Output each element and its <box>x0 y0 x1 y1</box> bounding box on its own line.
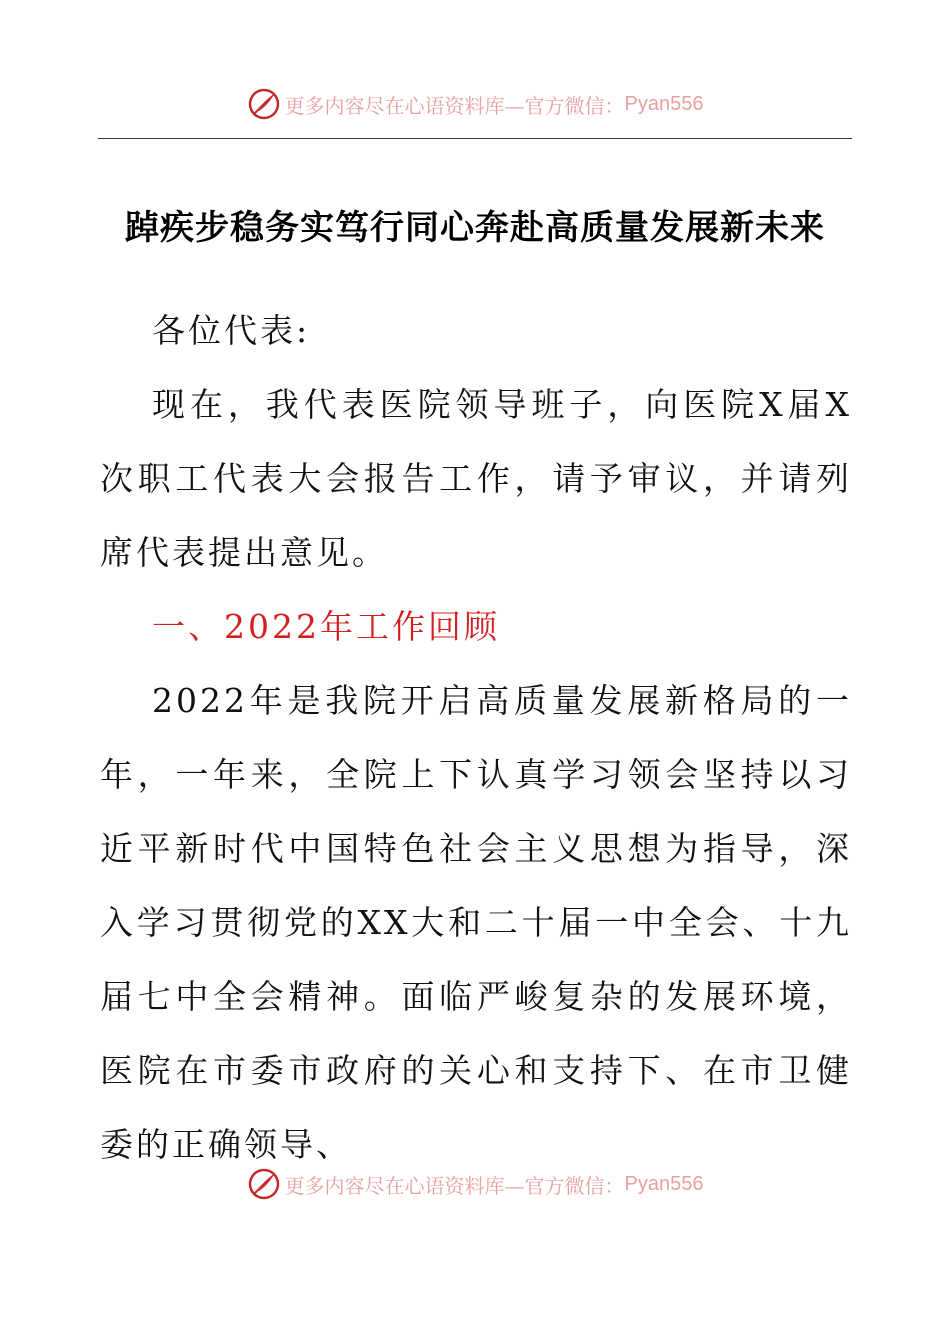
document-body <box>100 294 852 1182</box>
section-body-paragraph: 2022年是我院开启高质量发展新格局的一年，一年来，全院上下认真学习领会坚持以习近平新时代中国特色社会主义思想为指导，深入学习贯彻党的XX大和二十届一中全会、十九届七中全会精神。面临严峻复杂的发展环境，医院在市委市政府的关心和支持下、在市卫健委的正确领导、 <box>100 681 852 1164</box>
quill-logo-icon <box>247 1167 281 1201</box>
watermark-wechat-id: Pyan556 <box>624 92 704 115</box>
watermark-text: 更多内容尽在心语资料库—官方微信： <box>284 93 625 118</box>
section-heading: 一、2022年工作回顾 <box>152 607 500 646</box>
header-divider <box>98 138 852 139</box>
watermark-wechat-id: Pyan556 <box>624 1172 704 1195</box>
intro-paragraph: 现在，我代表医院领导班子，向医院X届X次职工代表大会报告工作，请予审议，并请列席代表提出意见。 <box>100 385 852 572</box>
watermark-text: 更多内容尽在心语资料库—官方微信： <box>284 1173 625 1198</box>
footer-watermark <box>0 1164 950 1204</box>
header-watermark <box>0 84 950 124</box>
quill-logo-icon <box>247 87 281 121</box>
document-title: 踔疾步稳务实笃行同心奔赴高质量发展新未来 <box>125 208 825 248</box>
salutation: 各位代表: <box>152 311 311 350</box>
